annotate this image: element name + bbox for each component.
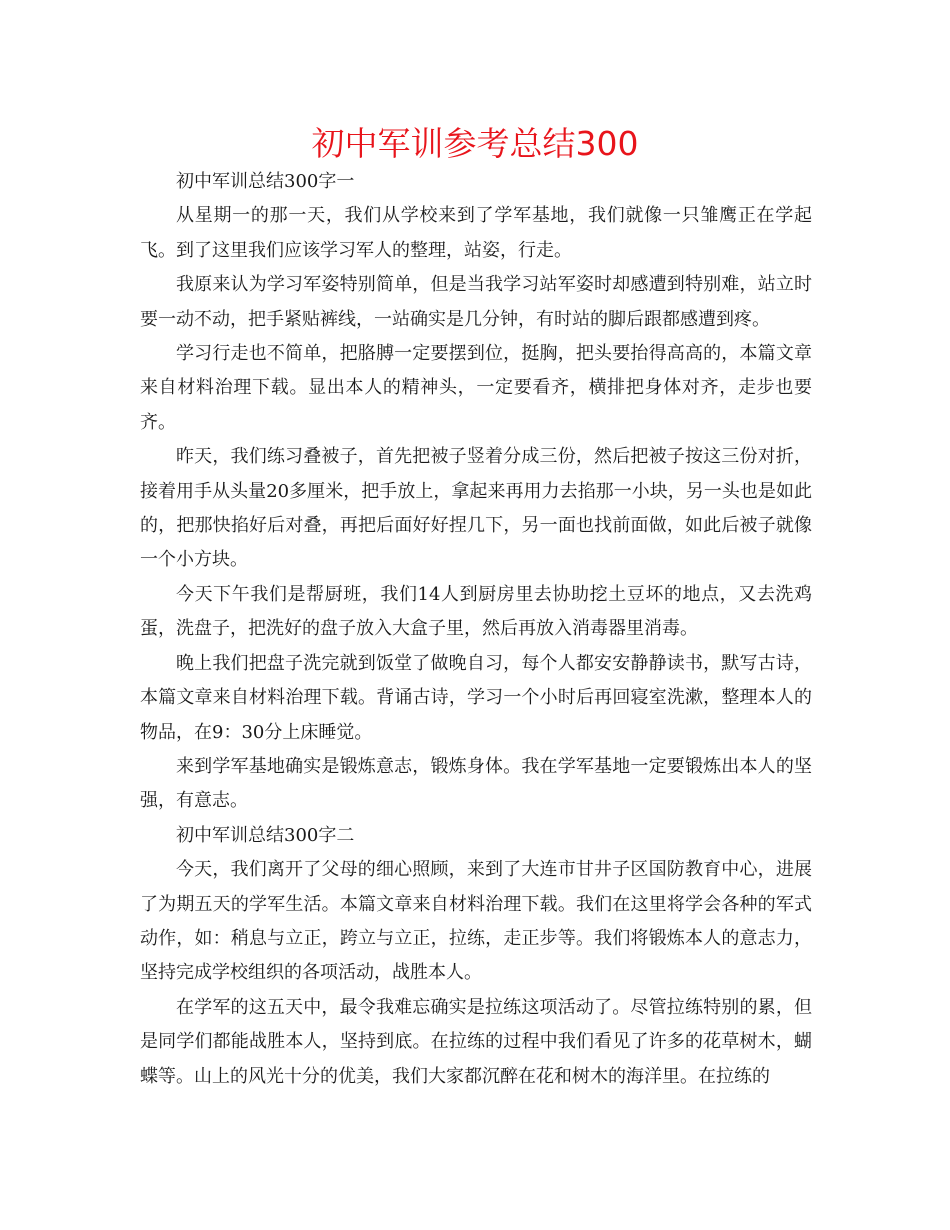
paragraph: 从星期一的那一天，我们从学校来到了学军基地，我们就像一只雏鹰正在学起飞。到了这里我们应该学习军人的整理，站姿，行走。 [140, 205, 812, 261]
paragraph: 今天，我们离开了父母的细心照顾，来到了大连市甘井子区国防教育中心，进展了为期五天的学军生活。本篇文章来自材料治理下载。我们在这里将学会各种的军式动作，如：稍息与立正，跨立与立正，拉练，走正步等。我们将锻炼本人的意志力，坚持完成学校组织的各项活动，战胜本人。 [140, 859, 812, 984]
paragraph: 学习行走也不简单，把胳膊一定要摆到位，挺胸，把头要抬得高高的，本篇文章来自材料治理下载。显出本人的精神头，一定要看齐，横排把身体对齐，走步也要齐。 [140, 343, 812, 433]
paragraph: 在学军的这五天中，最令我难忘确实是拉练这项活动了。尽管拉练特别的累，但是同学们都能战胜本人，坚持到底。在拉练的过程中我们看见了许多的花草树木，蝴蝶等。山上的风光十分的优美，我们大家都沉醉在花和树木的海洋里。在拉练的 [140, 996, 812, 1087]
paragraph: 今天下午我们是帮厨班，我们14人到厨房里去协助挖土豆坏的地点，又去洗鸡蛋，洗盘子，把洗好的盘子放入大盒子里，然后再放入消毒器里消毒。 [140, 583, 812, 640]
paragraph: 来到学军基地确实是锻炼意志，锻炼身体。我在学军基地一定要锻炼出本人的坚强，有意志。 [140, 755, 812, 812]
paragraph: 晚上我们把盘子洗完就到饭堂了做晚自习，每个人都安安静静读书，默写古诗，本篇文章来自材料治理下载。背诵古诗，学习一个小时后再回寝室洗漱，整理本人的物品，在9：30分上床睡觉。 [140, 652, 812, 743]
paragraph: 我原来认为学习军姿特别简单，但是当我学习站军姿时却感遭到特别难，站立时要一动不动，把手紧贴裤线，一站确实是几分钟，有时站的脚后跟都感遭到疼。 [140, 274, 812, 330]
paragraph: 昨天，我们练习叠被子，首先把被子竖着分成三份，然后把被子按这三份对折，接着用手从头量20多厘米，把手放上，拿起来再用力去掐那一小块，另一头也是如此的，把那快掐好后对叠，再把后面好好捏几下，另一面也找前面做，如此后被子就像一个小方块。 [140, 446, 812, 571]
section-heading-2: 初中军训总结300字二 [176, 824, 355, 846]
document-body [140, 165, 812, 1094]
document-title: 初中军训参考总结300 [311, 124, 639, 163]
section-heading-1: 初中军训总结300字一 [176, 171, 355, 192]
